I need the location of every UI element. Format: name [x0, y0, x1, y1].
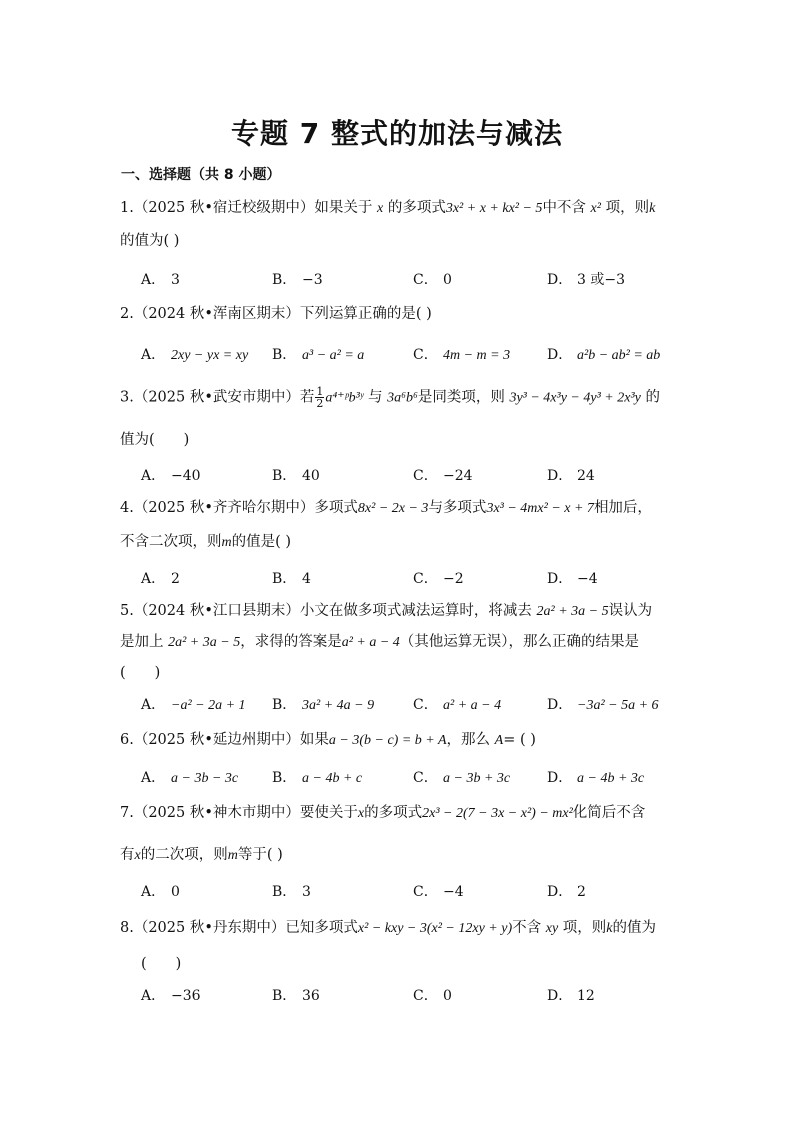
section-heading: 一、选择题（共 8 小题） [121, 167, 281, 183]
question-2-line-1: 2.（2024 秋•浑南区期末）下列运算正确的是( ) [120, 306, 432, 322]
fraction: $\frac{1}{2}$ [316, 385, 324, 410]
option-c: C． −4 [413, 884, 464, 900]
question-5-line-3: ( ) [120, 665, 161, 681]
option-a: A． 0 [141, 884, 180, 900]
option-c: C． 4m − m = 3 [413, 347, 511, 363]
option-a: A． −36 [141, 988, 201, 1004]
question-3-line-1: 3.（2025 秋•武安市期中）若 $\frac{1}{2}$ a⁴⁺ᵖb³ʸ 与 3a⁶b⁶是同类项，则 3y³ − 4x³y − 4y³ + 2x³y 的 [120, 385, 660, 410]
option-b: B． 36 [272, 988, 320, 1004]
option-a: A． 3 [141, 272, 180, 288]
question-8-line-2: ( ) [141, 956, 182, 972]
option-a: A． a − 3b − 3c [141, 770, 239, 786]
option-d: D． −4 [547, 571, 598, 587]
question-4-options [141, 569, 701, 589]
question-3-line-2: 值为( ) [120, 432, 190, 448]
option-b: B． a − 4b + c [272, 770, 363, 786]
question-4-line-1: 4.（2025 秋•齐齐哈尔期中）多项式8x² − 2x − 3与多项式3x³ − 4mx² − x + 7相加后， [120, 500, 652, 516]
option-d: D． 3 或−3 [547, 272, 625, 288]
question-1-line-2: 的值为( ) [120, 233, 180, 249]
question-6-options [141, 768, 701, 788]
question-5-line-1: 5.（2024 秋•江口县期末）小文在做多项式减法运算时，将减去 2a² + 3a − 5误认为 [120, 603, 653, 619]
option-b: B． 4 [272, 571, 311, 587]
question-5-options [141, 695, 701, 715]
option-a: A． 2 [141, 571, 180, 587]
option-a: A． −a² − 2a + 1 [141, 697, 246, 713]
question-7-line-2: 有x的二次项，则m等于( ) [120, 847, 283, 863]
option-d: D． −3a² − 5a + 6 [547, 697, 659, 713]
question-8-line-1: 8.（2025 秋•丹东期中）已知多项式x² − kxy − 3(x² − 12xy + y)不含 xy 项，则k的值为 [120, 920, 656, 936]
option-d: D． a − 4b + 3c [547, 770, 645, 786]
option-d: D． 24 [547, 468, 595, 484]
option-c: C． 0 [413, 988, 452, 1004]
option-c: C． a − 3b + 3c [413, 770, 511, 786]
option-c: C． −24 [413, 468, 473, 484]
option-d: D． 12 [547, 988, 595, 1004]
question-1-line-1: 1.（2025 秋•宿迁校级期中）如果关于 x 的多项式3x² + x + kx² − 5中不含 x² 项，则k [120, 200, 656, 216]
option-a: A． −40 [141, 468, 201, 484]
option-a: A． 2xy − yx = xy [141, 347, 249, 363]
question-4-line-2: 不含二次项，则m的值是( ) [120, 534, 292, 550]
option-b: B． −3 [272, 272, 323, 288]
option-d: D． 2 [547, 884, 586, 900]
question-1-options [141, 270, 701, 290]
option-b: B． 40 [272, 468, 320, 484]
option-b: B． 3a² + 4a − 9 [272, 697, 375, 713]
option-d: D． a²b − ab² = ab [547, 347, 661, 363]
option-c: C． −2 [413, 571, 464, 587]
option-b: B． 3 [272, 884, 311, 900]
option-c: C． 0 [413, 272, 452, 288]
question-7-options [141, 882, 701, 902]
option-b: B． a³ − a² = a [272, 347, 365, 363]
question-7-line-1: 7.（2025 秋•神木市期中）要使关于x的多项式2x³ − 2(7 − 3x − x²) − mx²化简后不含 [120, 805, 646, 821]
page-title: 专题 7 整式的加法与减法 [231, 117, 563, 150]
question-8-options [141, 986, 701, 1006]
question-5-line-2: 是加上 2a² + 3a − 5，求得的答案是a² + a − 4（其他运算无误），那么正确的结果是 [120, 634, 640, 650]
option-c: C． a² + a − 4 [413, 697, 502, 713]
question-3-options [141, 466, 701, 486]
question-6-line-1: 6.（2025 秋•延边州期中）如果a − 3(b − c) = b + A，那么 A= ( ) [120, 732, 536, 748]
question-2-options [141, 345, 701, 365]
